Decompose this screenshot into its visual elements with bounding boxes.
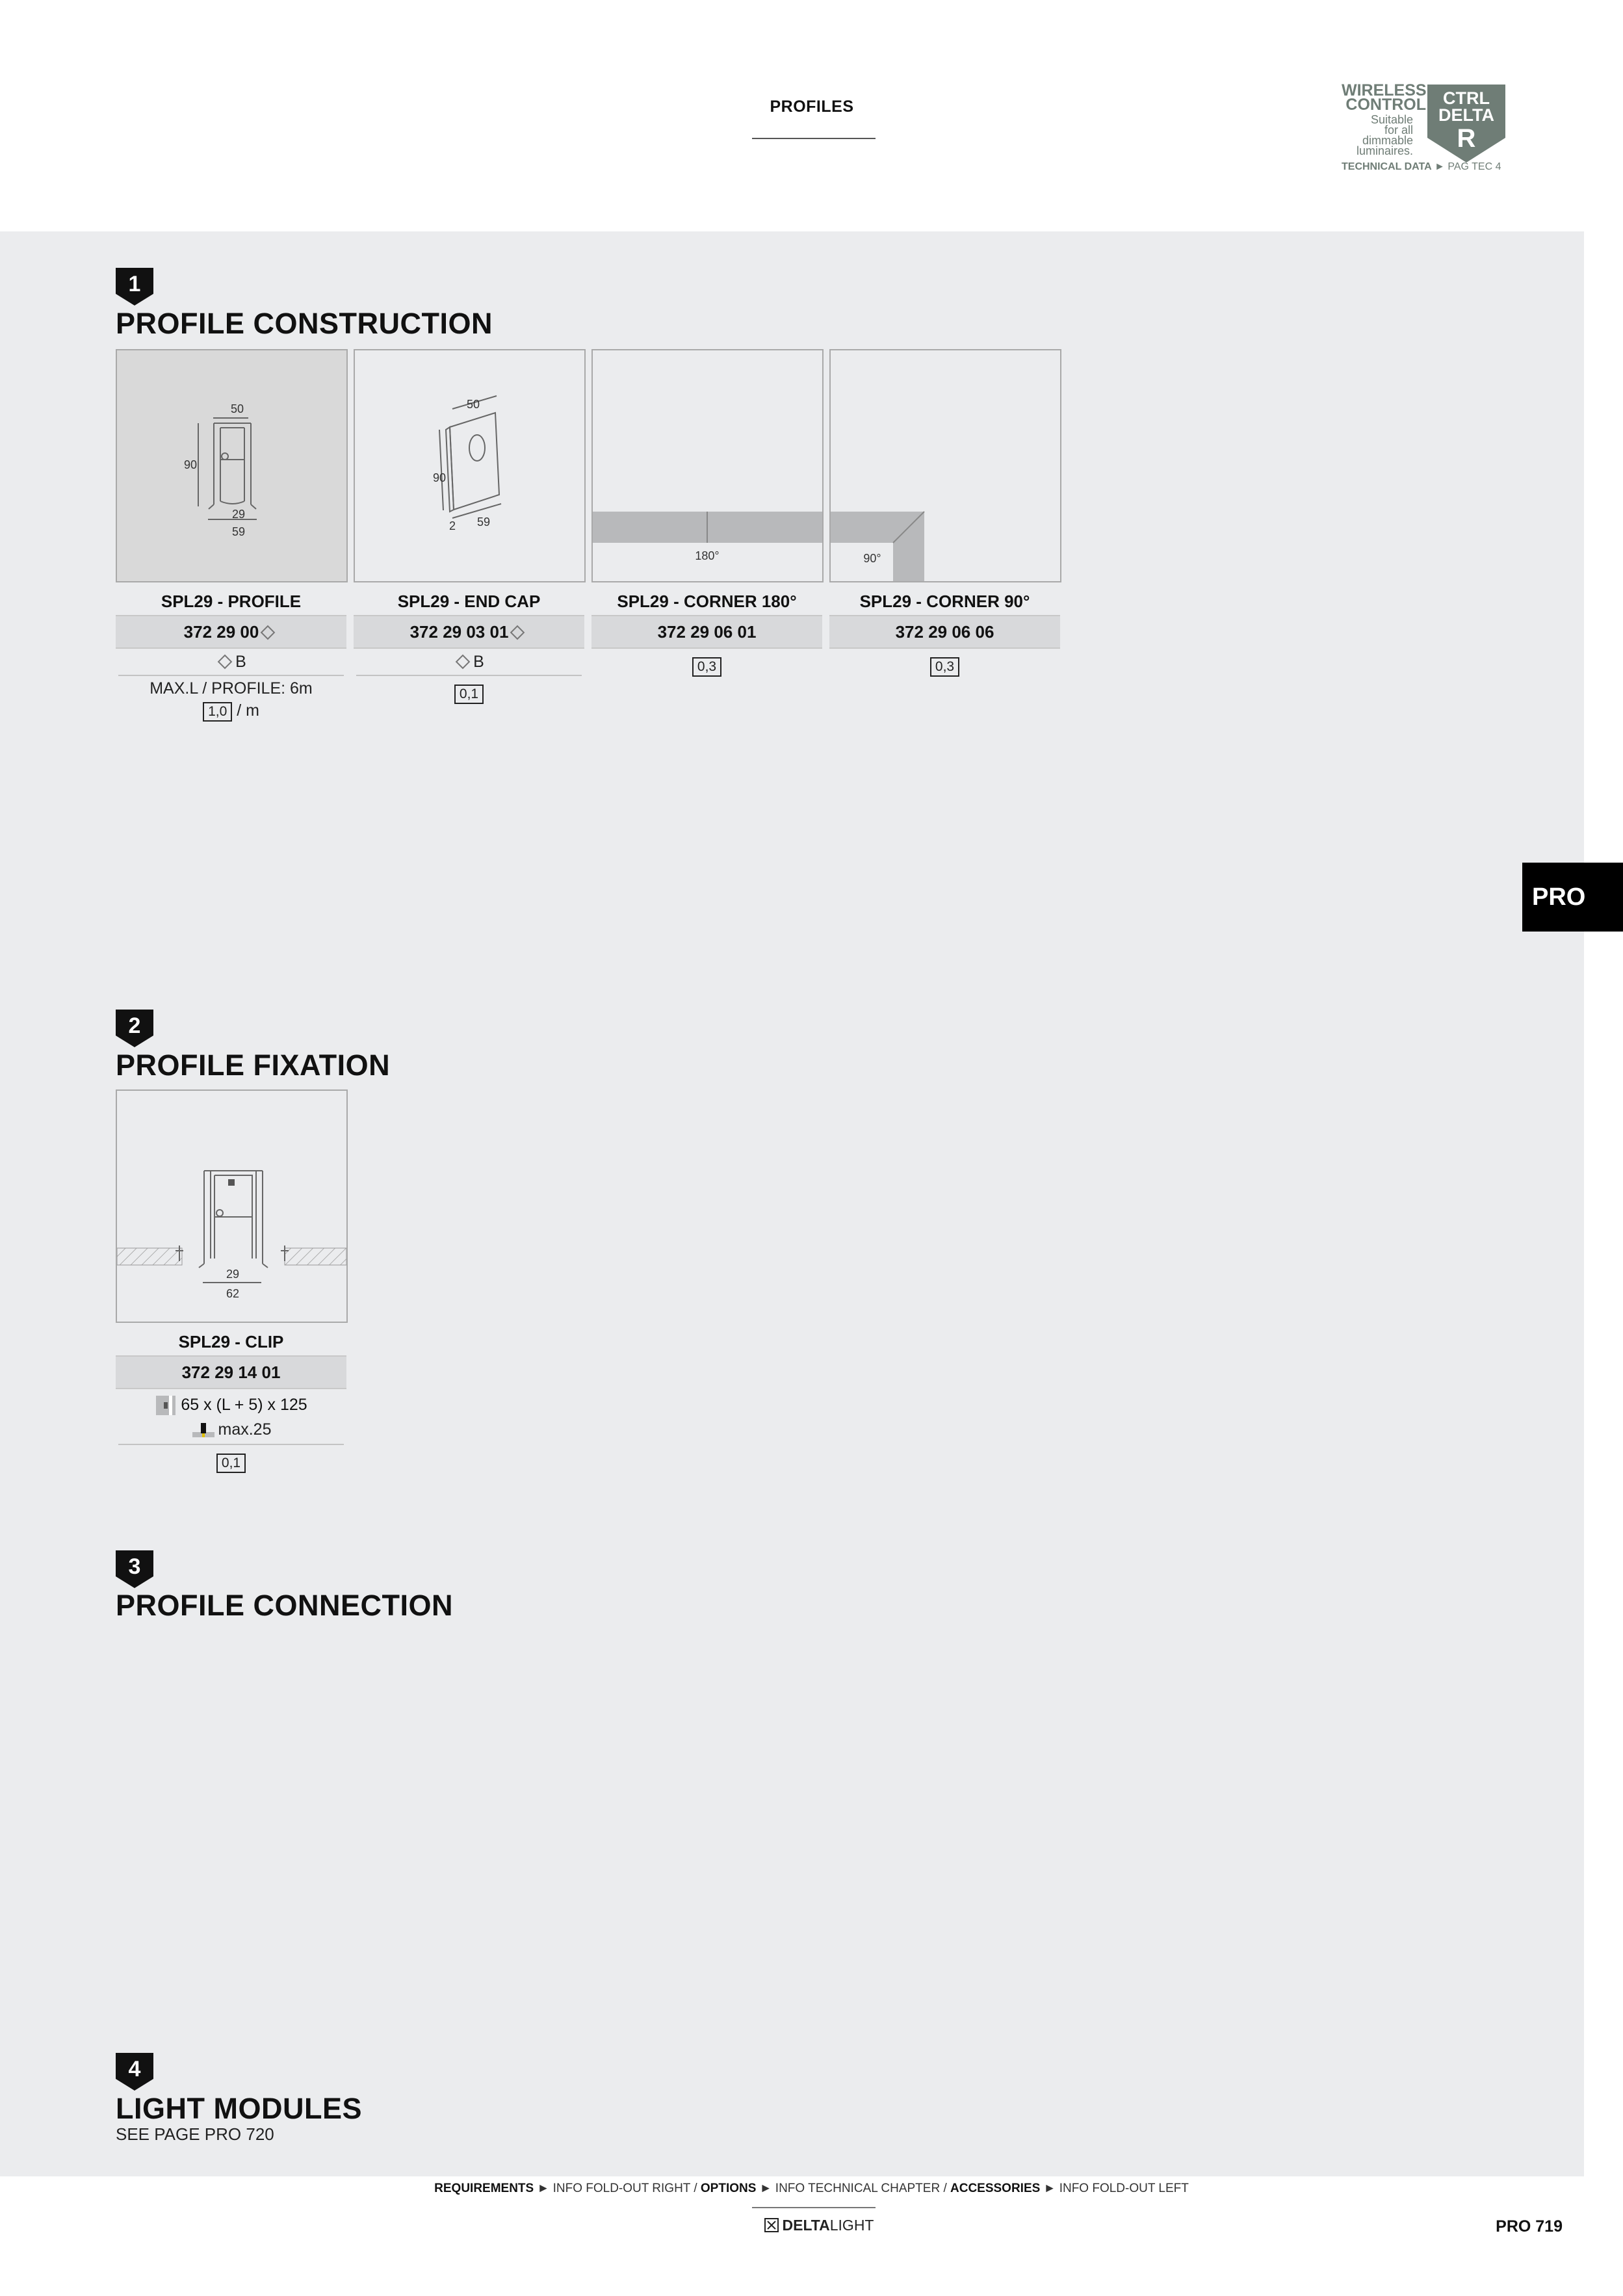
svg-text:90: 90 — [432, 471, 446, 484]
svg-text:62: 62 — [226, 1287, 240, 1300]
product-code: 372 29 14 01 — [116, 1355, 346, 1389]
product-name: SPL29 - CLIP — [178, 1332, 284, 1351]
page-header-title: PROFILES — [770, 98, 854, 116]
product-name: SPL29 - CORNER 180° — [617, 592, 797, 611]
section-title-fixation: PROFILE FIXATION — [116, 1049, 391, 1082]
svg-text:29: 29 — [226, 1268, 240, 1281]
technical-data-ref: TECHNICAL DATA ► PAG TEC 4 — [1342, 161, 1501, 172]
profile-drawing — [116, 349, 348, 582]
product-name: SPL29 - PROFILE — [161, 592, 302, 611]
finish-row: B — [354, 649, 584, 675]
product-code: 372 29 03 01 — [354, 615, 584, 649]
clip-drawing — [116, 1089, 348, 1323]
product-code: 372 29 06 01 — [591, 615, 822, 649]
weight-row — [116, 1449, 346, 1475]
wireless-control-note: Suitable for all dimmable luminaires. — [1356, 113, 1413, 157]
finish-row: B — [116, 649, 346, 675]
cutout-row: 65 x (L + 5) x 125 — [116, 1392, 346, 1418]
finish-diamond-icon — [510, 625, 525, 640]
weight-value: 1,0 — [203, 702, 232, 722]
weight-row — [829, 653, 1060, 679]
deltalight-logo-icon — [764, 2218, 779, 2232]
product-card-profile — [116, 349, 346, 722]
product-card-corner-180 — [591, 349, 822, 679]
chapter-tab: PRO — [1522, 863, 1623, 932]
section-number-badge: 4 — [116, 2053, 153, 2091]
svg-text:2: 2 — [448, 519, 456, 532]
max-length: MAX.L / PROFILE: 6m — [149, 679, 313, 698]
corner-90-drawing — [829, 349, 1061, 582]
section-title-construction: PROFILE CONSTRUCTION — [116, 307, 493, 340]
corner-180-drawing — [591, 349, 824, 582]
svg-text:50: 50 — [230, 402, 244, 415]
weight-value: 0,3 — [930, 657, 959, 677]
product-card-end-cap — [354, 349, 584, 706]
brand-logo: DELTALIGHT — [754, 2217, 884, 2234]
product-code: 372 29 06 06 — [829, 615, 1060, 649]
svg-text:CTRL: CTRL — [1443, 88, 1490, 108]
weight-value: 0,3 — [692, 657, 721, 677]
page-number: PRO 719 — [1496, 2217, 1563, 2236]
section-number-badge: 3 — [116, 1550, 153, 1588]
footer-legend: REQUIREMENTS ► INFO FOLD-OUT RIGHT / OPTIONS ► INFO TECHNICAL CHAPTER / ACCESSORIES ► INFO FOLD-OUT LEFT — [434, 2182, 1189, 2195]
product-card-corner-90 — [829, 349, 1060, 679]
footer-rule — [752, 2207, 876, 2208]
weight-row: 1,0 / m — [116, 699, 346, 722]
wireless-control-label: WIRELESS CONTROL — [1342, 81, 1427, 114]
end-cap-drawing — [354, 349, 586, 582]
svg-text:180°: 180° — [695, 549, 720, 562]
ceiling-thickness-icon — [191, 1422, 216, 1439]
product-name: SPL29 - CORNER 90° — [859, 592, 1030, 611]
svg-text:29: 29 — [231, 508, 246, 521]
see-page-note: SEE PAGE PRO 720 — [116, 2124, 274, 2144]
finish-diamond-icon — [456, 655, 471, 670]
cutout-icon — [155, 1394, 177, 1416]
section-title-connection: PROFILE CONNECTION — [116, 1589, 454, 1622]
divider — [118, 1444, 344, 1445]
ctrl-delta-shield-icon — [1427, 85, 1505, 163]
svg-text:59: 59 — [476, 515, 491, 528]
section-title-light-modules: LIGHT MODULES — [116, 2092, 362, 2125]
svg-text:90: 90 — [183, 458, 197, 471]
section-number-badge: 2 — [116, 1010, 153, 1047]
divider — [118, 675, 344, 676]
product-code: 372 29 00 — [116, 615, 346, 649]
section-number-badge: 1 — [116, 268, 153, 306]
svg-text:DELTA: DELTA — [1438, 105, 1494, 125]
divider — [356, 675, 582, 676]
header-rule — [752, 138, 876, 139]
svg-text:59: 59 — [231, 525, 246, 538]
svg-text:90°: 90° — [863, 552, 881, 565]
weight-value: 0,1 — [454, 685, 484, 704]
weight-row — [354, 680, 584, 706]
finish-diamond-icon — [218, 655, 233, 670]
product-card-clip — [116, 1089, 346, 1475]
ceiling-thickness-row: max.25 — [116, 1418, 346, 1441]
weight-value: 0,1 — [216, 1454, 246, 1473]
product-name: SPL29 - END CAP — [397, 592, 541, 611]
weight-row — [591, 653, 822, 679]
finish-diamond-icon — [261, 625, 276, 640]
svg-text:50: 50 — [466, 398, 480, 411]
svg-text:R: R — [1457, 124, 1476, 153]
wireless-control-badge — [1342, 83, 1511, 174]
